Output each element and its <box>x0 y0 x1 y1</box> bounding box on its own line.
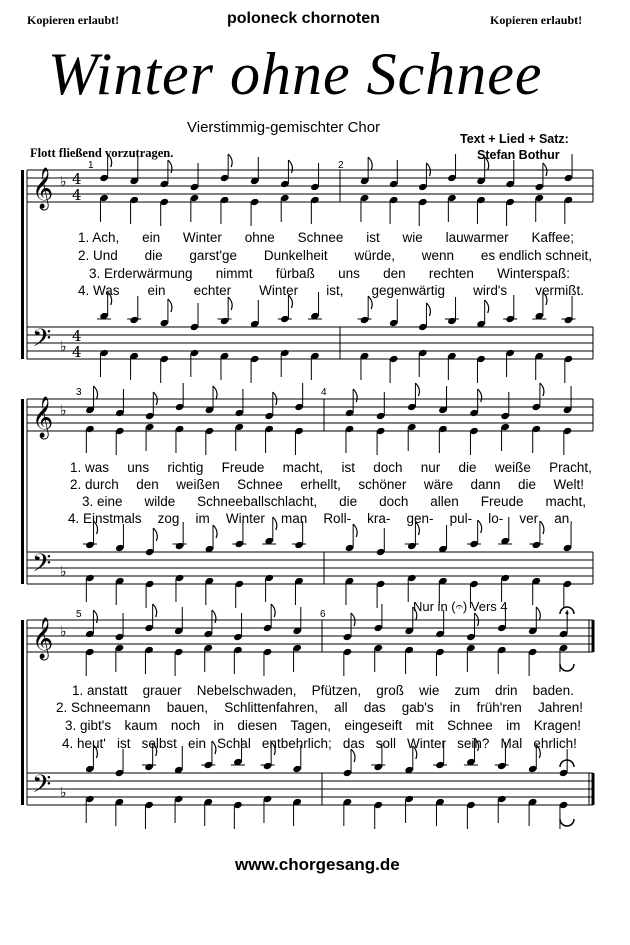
lyric-line-system1-verse4 <box>78 283 584 298</box>
lyric-word: den <box>383 266 406 281</box>
lyric-word: Freude <box>221 460 265 475</box>
song-subtitle: Vierstimmig-gemischter Chor <box>187 119 381 136</box>
lyric-word: 2. Schneemann <box>56 700 151 715</box>
lyric-word: 3. gibt's <box>65 718 112 733</box>
note-flag <box>94 386 98 399</box>
lyric-word: uns <box>127 460 150 475</box>
note-flag <box>213 525 217 538</box>
lyric-word: vermißt. <box>535 283 584 298</box>
lyric-word: das <box>342 736 365 751</box>
note-flag <box>415 383 419 396</box>
treble-clef: 𝄞 <box>32 618 54 659</box>
lyric-word: echter <box>193 283 232 298</box>
lyric-word: gab's <box>401 700 434 715</box>
lyric-word: die <box>458 460 477 475</box>
lyric-word: groß <box>376 683 405 698</box>
lyric-word: kra- <box>367 511 391 526</box>
lyric-word: die <box>339 494 358 509</box>
lyric-word: richtig <box>167 460 204 475</box>
lyric-word: allen <box>430 494 459 509</box>
key-signature-flat: ♭ <box>60 785 67 801</box>
lyric-word: zog <box>157 511 180 526</box>
lyric-word: macht, <box>545 494 586 509</box>
lyric-line-system2-verse1 <box>70 460 592 475</box>
copy-permission-right: Kopieren erlaubt! <box>490 13 583 27</box>
lyric-line-system3-verse1 <box>72 683 574 698</box>
lyric-word: die <box>144 248 163 263</box>
lyric-word: selbst <box>141 736 177 751</box>
time-signature-bottom: 4 <box>72 343 82 361</box>
lyric-word: uns <box>338 266 360 281</box>
lyric-word: nimmt <box>215 266 253 281</box>
treble-clef: 𝄞 <box>32 168 54 209</box>
note-flag <box>485 157 489 170</box>
lyric-word: lauwarmer <box>445 230 509 245</box>
lyric-word: wie <box>419 683 440 698</box>
lyric-word: 4. Einstmals <box>68 511 142 526</box>
lyric-word: Schlittenfahren, <box>224 700 318 715</box>
measure-number: 4 <box>321 387 327 398</box>
lyric-word: lo- <box>488 511 504 526</box>
lyric-word: doch <box>373 460 403 475</box>
lyric-word: Dunkelheit <box>263 248 328 263</box>
lyric-word: 1. anstatt <box>72 683 128 698</box>
lyric-word: baden. <box>532 683 574 698</box>
lyric-word: macht, <box>282 460 324 475</box>
lyric-word: mit <box>415 718 434 733</box>
note-flag <box>228 297 232 310</box>
lyric-word: in <box>449 700 461 715</box>
lyric-word: Kragen! <box>533 718 581 733</box>
lyric-word: weißen <box>176 477 220 492</box>
time-signature-bottom: 4 <box>72 186 82 204</box>
lyric-word: Nebelschwaden, <box>196 683 297 698</box>
time-signature-top: 4 <box>72 170 82 188</box>
lyric-line-system3-verse2 <box>56 700 583 715</box>
note-flag <box>108 154 112 167</box>
lyric-word: Pfützen, <box>311 683 362 698</box>
lyric-word: Roll- <box>323 511 352 526</box>
lyric-word: Schal <box>217 736 251 751</box>
note-flag <box>288 160 292 173</box>
lyric-word: im <box>506 718 521 733</box>
lyric-word: pul- <box>449 511 473 526</box>
lyric-word: gegenwärtig <box>371 283 446 298</box>
lyric-line-system2-verse4 <box>68 511 573 526</box>
lyric-word: Freude <box>480 494 524 509</box>
measure-number: 6 <box>320 609 326 620</box>
lyric-word: sein? <box>457 736 490 751</box>
fermata-icon <box>560 819 574 826</box>
lyric-word: Schnee <box>297 230 344 245</box>
lyric-line-system2-verse3 <box>82 494 586 509</box>
lyric-word: all <box>334 700 348 715</box>
footer-url: www.chorgesang.de <box>235 855 400 874</box>
lyric-word: in <box>213 718 224 733</box>
measure-number: 2 <box>338 160 344 171</box>
lyric-word: rechten <box>428 266 474 281</box>
lyric-word: 2. durch <box>70 477 119 492</box>
lyric-word: wilde <box>144 494 176 509</box>
lyric-word: ohne <box>244 230 275 245</box>
fermata-dot-icon <box>566 612 569 615</box>
lyric-word: Tagen, <box>290 718 332 733</box>
lyric-word: 3. Erderwärmung <box>89 266 193 281</box>
lyric-word: die <box>518 477 537 492</box>
lyric-word: im <box>195 511 210 526</box>
lyric-word: schöner <box>358 477 407 492</box>
lyric-line-system3-verse3 <box>65 718 581 733</box>
key-signature-flat: ♭ <box>60 339 67 355</box>
lyric-word: ehrlich! <box>533 736 577 751</box>
lyric-word: 2. Und <box>78 248 118 263</box>
lyric-word: wie <box>402 230 423 245</box>
note-flag <box>536 607 540 620</box>
lyric-word: würde, <box>354 248 395 263</box>
note-flag <box>353 389 357 402</box>
lyric-word: ist <box>366 230 380 245</box>
note-flag <box>212 610 216 623</box>
lyric-line-system1-verse3 <box>89 266 570 281</box>
lyric-word: 3. eine <box>82 494 123 509</box>
note-flag <box>168 299 172 312</box>
note-flag <box>413 607 417 620</box>
lyric-word: Winter <box>225 511 265 526</box>
lyric-word: Kaffee; <box>531 230 574 245</box>
key-signature-flat: ♭ <box>60 403 67 419</box>
publisher-name: poloneck chornoten <box>227 10 380 27</box>
lyric-word: wenn <box>421 248 455 263</box>
lyric-word: ein <box>187 736 206 751</box>
lyric-word: ist, <box>326 283 344 298</box>
measure-number: 1 <box>88 160 94 171</box>
lyric-word: gen- <box>406 511 434 526</box>
lyric-word: den <box>136 477 159 492</box>
lyric-word: ist <box>341 460 355 475</box>
lyric-word: Mal <box>500 736 523 751</box>
lyric-word: erhellt, <box>300 477 341 492</box>
lyric-word: Winterspaß: <box>497 266 570 281</box>
lyric-word: Jahren! <box>537 700 583 715</box>
time-signature-top: 4 <box>72 327 82 345</box>
note-flag <box>153 604 157 617</box>
lyric-word: entbehrlich; <box>261 736 332 751</box>
lyric-word: Welt! <box>553 477 584 492</box>
treble-clef: 𝄞 <box>32 397 54 438</box>
lyric-word: kaum <box>124 718 158 733</box>
note-flag <box>168 160 172 173</box>
lyric-line-system1-verse2 <box>78 248 592 263</box>
note-flag <box>228 154 232 167</box>
lyric-word: soll <box>375 736 396 751</box>
lyric-word: eingeseift <box>344 718 403 733</box>
bass-clef: 𝄢 <box>32 549 52 584</box>
lyric-word: nur <box>420 460 441 475</box>
note-flag <box>426 303 430 316</box>
lyric-word: drin <box>495 683 518 698</box>
note-flag <box>368 157 372 170</box>
measure-number: 5 <box>76 609 82 620</box>
tempo-marking: Flott fließend vorzutragen. <box>30 146 174 160</box>
lyric-word: Winter <box>182 230 222 245</box>
lyric-word: Winter <box>259 283 299 298</box>
lyric-word: Schnee <box>237 477 283 492</box>
note-flag <box>93 610 97 623</box>
lyric-word: ein <box>147 283 166 298</box>
copy-permission-left: Kopieren erlaubt! <box>27 13 120 27</box>
fermata-icon <box>560 664 574 671</box>
lyric-word: an, <box>554 511 573 526</box>
lyric-word: 1. Ach, <box>78 230 120 245</box>
note-flag <box>485 300 489 313</box>
lyric-word: Pracht, <box>549 460 592 475</box>
system-bracket <box>21 620 24 805</box>
lyric-word: weiße <box>494 460 531 475</box>
lyric-word: Schnee <box>446 718 493 733</box>
measure-number: 3 <box>76 387 82 398</box>
lyric-line-system1-verse1 <box>78 230 574 245</box>
credit-line-2: Stefan Bothur <box>477 148 560 162</box>
bass-clef: 𝄢 <box>32 770 52 805</box>
note-flag <box>540 383 544 396</box>
lyric-word: ist <box>116 736 131 751</box>
lyric-line-system3-verse4 <box>62 736 577 751</box>
credit-line-1: Text + Lied + Satz: <box>460 132 569 146</box>
fermata-performance-note: Nur in (𝄐) Vers 4 <box>413 599 508 614</box>
lyric-word: doch <box>379 494 409 509</box>
lyric-word: wäre <box>423 477 454 492</box>
lyric-word: dann <box>470 477 501 492</box>
lyric-word: ver <box>519 511 539 526</box>
lyric-word: bauen, <box>166 700 209 715</box>
lyric-word: das <box>363 700 386 715</box>
lyric-line-system2-verse2 <box>70 477 584 492</box>
note-flag <box>478 389 482 402</box>
bass-clef: 𝄢 <box>32 324 52 359</box>
lyric-word: grauer <box>142 683 182 698</box>
system-bracket <box>21 399 24 584</box>
key-signature-flat: ♭ <box>60 624 67 640</box>
lyric-word: diesen <box>237 718 278 733</box>
lyric-word: Winter <box>407 736 447 751</box>
lyric-word: 1. was <box>70 460 110 475</box>
system-bracket <box>21 170 24 359</box>
key-signature-flat: ♭ <box>60 174 67 190</box>
lyric-word: wird's <box>473 283 508 298</box>
lyric-word: ein <box>142 230 161 245</box>
lyric-word: früh'ren <box>476 700 522 715</box>
lyric-word: 4. Was <box>78 283 120 298</box>
song-title: Winter ohne Schnee <box>48 41 543 107</box>
note-flag <box>213 386 217 399</box>
key-signature-flat: ♭ <box>60 564 67 580</box>
lyric-word: 4. heut' <box>62 736 106 751</box>
lyric-word: fürbaß <box>275 266 315 281</box>
lyric-word: es endlich schneit, <box>480 248 592 263</box>
lyric-word: Schneeballschlacht, <box>197 494 318 509</box>
lyric-word: man <box>280 511 308 526</box>
note-flag <box>271 604 275 617</box>
note-flag <box>153 528 157 541</box>
lyric-word: noch <box>170 718 201 733</box>
lyric-word: zum <box>454 683 480 698</box>
lyric-word: garst'ge <box>189 248 238 263</box>
